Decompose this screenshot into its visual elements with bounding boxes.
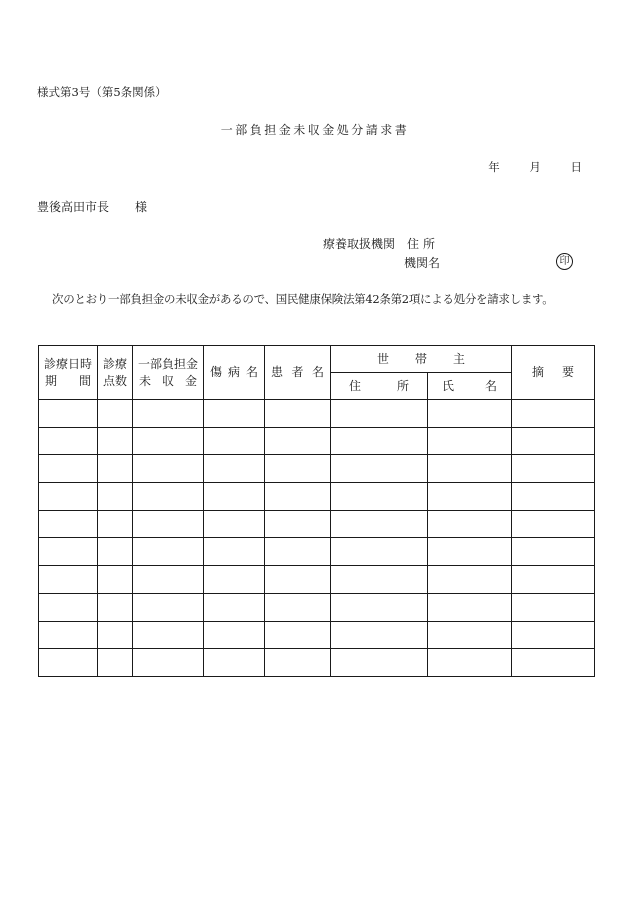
table-cell[interactable] [428, 593, 512, 621]
header-treatment-date-line2-b: 間 [78, 373, 91, 388]
table-cell[interactable] [265, 427, 331, 455]
table-cell[interactable] [428, 649, 512, 677]
table-cell[interactable] [204, 400, 265, 428]
header-disease-name [204, 346, 265, 400]
table-cell[interactable] [428, 538, 512, 566]
table-cell[interactable] [331, 593, 428, 621]
header-treatment-date-line2-a: 期 [45, 373, 58, 388]
table-cell[interactable] [39, 483, 98, 511]
header-householder [331, 346, 512, 373]
addressee-honorific: 様 [135, 200, 148, 214]
table-row [39, 455, 595, 483]
table-cell[interactable] [512, 621, 595, 649]
table-cell[interactable] [39, 649, 98, 677]
table-cell[interactable] [265, 483, 331, 511]
table-cell[interactable] [98, 400, 133, 428]
table-cell[interactable] [512, 427, 595, 455]
table-cell[interactable] [428, 400, 512, 428]
addressee [37, 201, 147, 213]
table-row [39, 649, 595, 677]
table-cell[interactable] [331, 566, 428, 594]
table-cell[interactable] [98, 566, 133, 594]
header-unpaid-amount-line2-b: 収 [161, 373, 174, 388]
table-cell[interactable] [428, 483, 512, 511]
header-patient-name-b: 者 [291, 365, 304, 380]
table-cell[interactable] [428, 510, 512, 538]
table-cell[interactable] [265, 510, 331, 538]
table-cell[interactable] [204, 455, 265, 483]
table-cell[interactable] [331, 400, 428, 428]
table-cell[interactable] [265, 566, 331, 594]
table-cell[interactable] [39, 400, 98, 428]
header-householder-a: 世 [377, 351, 390, 366]
table-cell[interactable] [204, 510, 265, 538]
table-cell[interactable] [428, 427, 512, 455]
header-disease-name-a: 傷 [210, 365, 223, 380]
header-unpaid-amount-line1: 一部負担金 [137, 357, 198, 372]
header-remarks [512, 346, 595, 400]
table-cell[interactable] [428, 455, 512, 483]
table-cell[interactable] [39, 566, 98, 594]
table-cell[interactable] [98, 649, 133, 677]
header-patient-name-c: 名 [311, 365, 324, 380]
table-row [39, 427, 595, 455]
institution-address-label: 住所 [407, 237, 440, 251]
header-unpaid-amount-line2-a: 未 [139, 373, 152, 388]
header-householder-name-b: 名 [485, 378, 498, 393]
table-cell[interactable] [331, 427, 428, 455]
date-day-label: 日 [570, 160, 582, 174]
table-cell[interactable] [204, 593, 265, 621]
table-row [39, 621, 595, 649]
table-cell[interactable] [204, 427, 265, 455]
header-disease-name-b: 病 [227, 365, 240, 380]
header-patient-name-a: 患 [271, 365, 284, 380]
header-treatment-points [98, 346, 133, 400]
header-disease-name-c: 名 [245, 365, 258, 380]
table-cell[interactable] [331, 483, 428, 511]
table-cell[interactable] [39, 593, 98, 621]
table-cell[interactable] [512, 538, 595, 566]
table-cell[interactable] [512, 483, 595, 511]
header-unpaid-amount [133, 346, 204, 400]
table-cell[interactable] [98, 455, 133, 483]
table-cell[interactable] [204, 483, 265, 511]
table-cell[interactable] [204, 621, 265, 649]
table-cell[interactable] [39, 427, 98, 455]
table-cell[interactable] [512, 649, 595, 677]
table-row [39, 483, 595, 511]
table-cell[interactable] [265, 649, 331, 677]
date-month-label: 月 [529, 160, 541, 174]
header-householder-c: 主 [453, 351, 466, 366]
table-cell[interactable] [204, 566, 265, 594]
institution-label: 療養取扱機関 [323, 237, 396, 251]
header-householder-b: 帯 [415, 351, 428, 366]
header-remarks-b: 要 [562, 365, 575, 380]
institution-address-line [323, 238, 439, 250]
header-householder-address-a: 住 [349, 378, 362, 393]
table-cell[interactable] [512, 566, 595, 594]
table-cell[interactable] [265, 593, 331, 621]
claim-statement: 次のとおり一部負担金の未収金があるので、国民健康保険法第42条第2項による処分を請求します。 [52, 292, 554, 306]
header-remarks-a: 摘 [532, 365, 545, 380]
header-treatment-date [39, 346, 98, 400]
table-cell[interactable] [133, 649, 204, 677]
date-year-label: 年 [488, 160, 500, 174]
table-cell[interactable] [331, 510, 428, 538]
header-householder-address-b: 所 [396, 378, 409, 393]
table-cell[interactable] [512, 400, 595, 428]
table-cell[interactable] [39, 510, 98, 538]
table-cell[interactable] [265, 455, 331, 483]
form-number: 様式第3号（第5条関係） [37, 85, 167, 99]
table-cell[interactable] [512, 455, 595, 483]
table-cell[interactable] [98, 593, 133, 621]
header-treatment-points-line1: 診療 [102, 357, 127, 372]
table-cell[interactable] [331, 649, 428, 677]
table-cell[interactable] [133, 455, 204, 483]
seal-mark: 印 [556, 253, 573, 270]
table-row [39, 510, 595, 538]
table-cell[interactable] [39, 455, 98, 483]
table-cell[interactable] [133, 427, 204, 455]
table-row [39, 593, 595, 621]
table-cell[interactable] [204, 538, 265, 566]
table-cell[interactable] [512, 510, 595, 538]
header-householder-name-a: 氏 [442, 378, 455, 393]
table-cell[interactable] [133, 593, 204, 621]
table-row [39, 566, 595, 594]
table-cell[interactable] [98, 483, 133, 511]
addressee-name: 豊後高田市長 [37, 200, 110, 214]
header-unpaid-amount-line2-c: 金 [184, 373, 197, 388]
table-cell[interactable] [133, 538, 204, 566]
unpaid-claims-table [38, 345, 595, 677]
table-cell[interactable] [39, 538, 98, 566]
table-cell[interactable] [133, 483, 204, 511]
header-householder-name [428, 373, 512, 400]
claims-table-body [39, 400, 595, 677]
table-cell[interactable] [98, 427, 133, 455]
table-cell[interactable] [428, 566, 512, 594]
table-cell[interactable] [39, 621, 98, 649]
header-householder-address [331, 373, 428, 400]
table-cell[interactable] [98, 538, 133, 566]
table-cell[interactable] [512, 593, 595, 621]
table-cell[interactable] [265, 400, 331, 428]
header-row-1 [39, 346, 595, 373]
date-line [488, 162, 582, 174]
institution-name-label: 機関名 [404, 256, 441, 270]
table-cell[interactable] [98, 510, 133, 538]
table-cell[interactable] [133, 400, 204, 428]
table-cell[interactable] [265, 621, 331, 649]
header-patient-name [265, 346, 331, 400]
table-cell[interactable] [98, 621, 133, 649]
table-cell[interactable] [204, 649, 265, 677]
table-cell[interactable] [331, 538, 428, 566]
table-row [39, 538, 595, 566]
document-title: 一部負担金未収金処分請求書 [220, 123, 410, 137]
table-row [39, 400, 595, 428]
table-cell[interactable] [133, 510, 204, 538]
table-cell[interactable] [331, 621, 428, 649]
table-cell[interactable] [428, 621, 512, 649]
table-cell[interactable] [133, 566, 204, 594]
header-treatment-date-line1: 診療日時 [43, 357, 92, 372]
table-cell[interactable] [265, 538, 331, 566]
table-cell[interactable] [331, 455, 428, 483]
table-cell[interactable] [133, 621, 204, 649]
header-treatment-points-line2: 点数 [102, 373, 127, 388]
